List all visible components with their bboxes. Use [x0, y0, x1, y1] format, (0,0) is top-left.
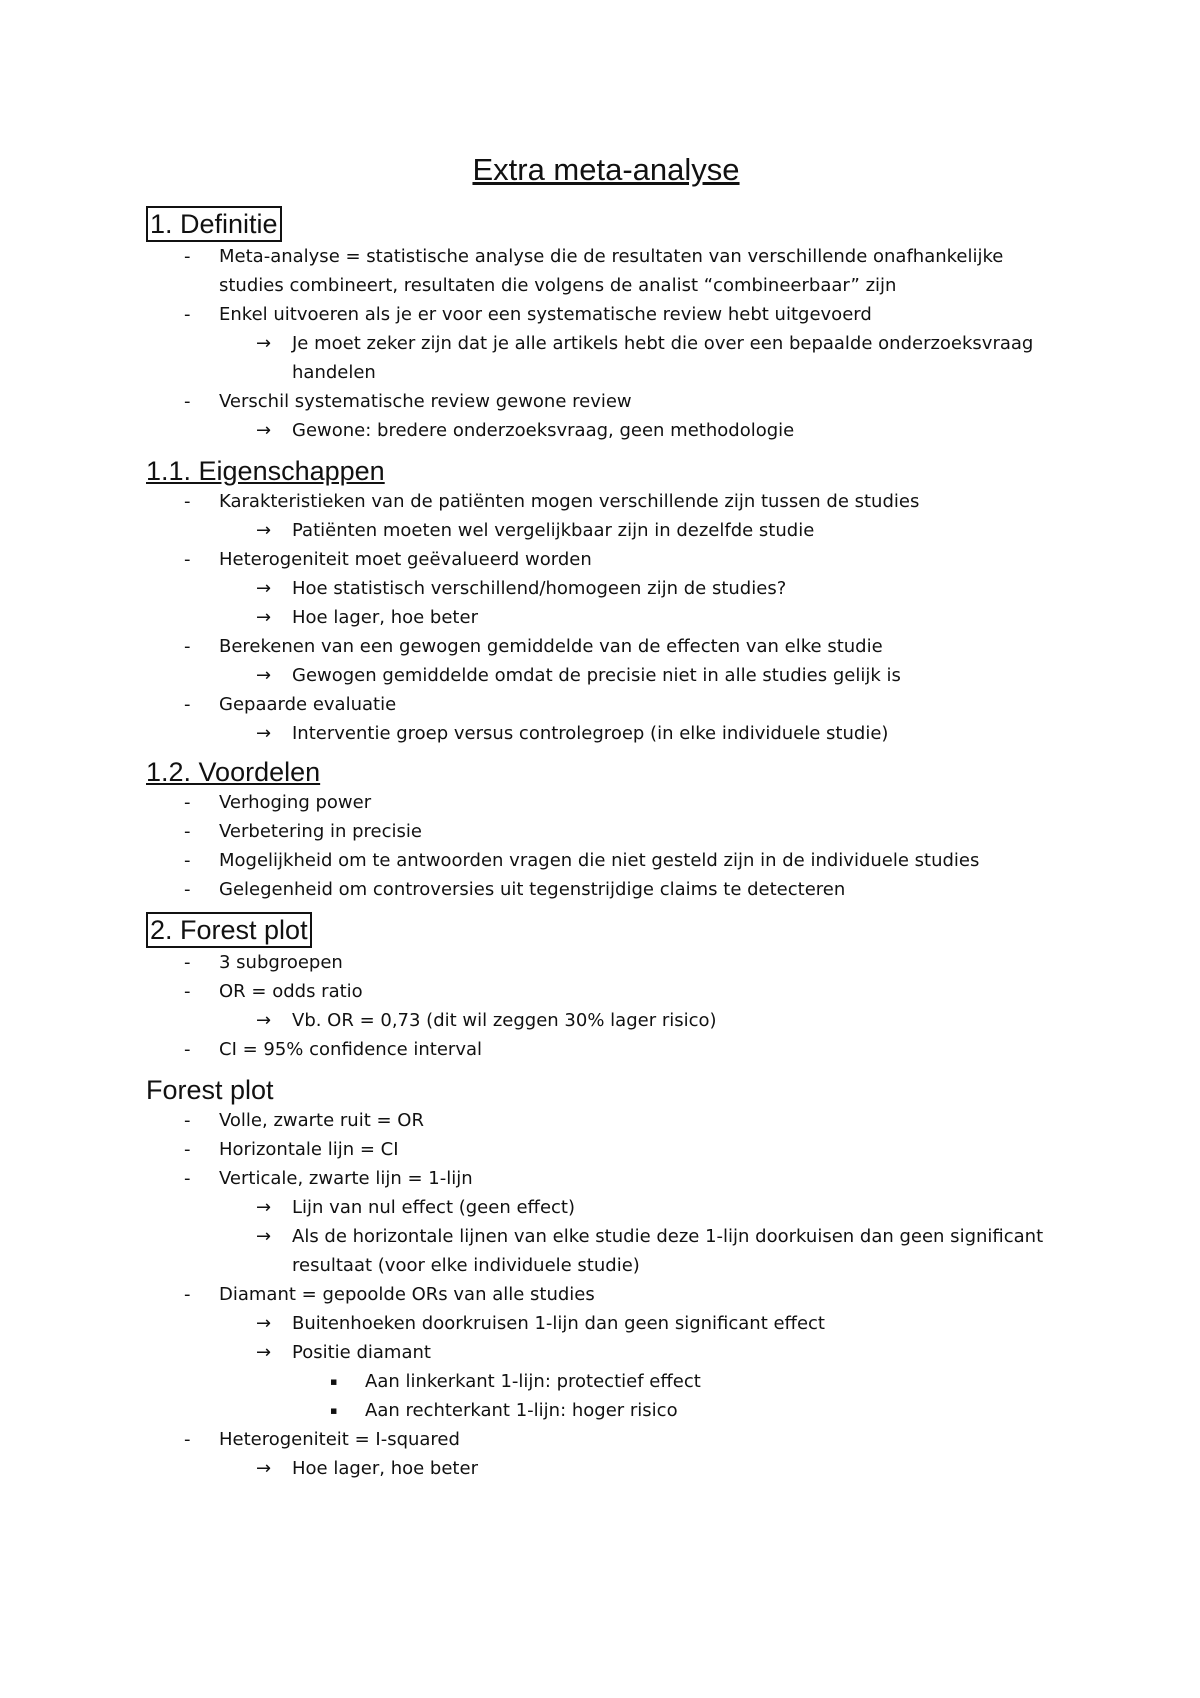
section-heading-eigenschappen: 1.1. Eigenschappen [146, 456, 385, 486]
section-heading-forest-plot-sub: Forest plot [146, 1075, 274, 1105]
list-item-text: Gepaarde evaluatie [219, 694, 397, 715]
list-item [146, 1280, 1066, 1309]
dash-bullet-icon: - [184, 1110, 191, 1131]
list-item [146, 1338, 1066, 1367]
list-item-text: Heterogeniteit = I-squared [219, 1429, 460, 1450]
list-item [146, 1106, 1066, 1135]
section-heading-forest-plot: 2. Forest plot [146, 912, 312, 948]
list-item-text: Gewone: bredere onderzoeksvraag, geen methodologie [292, 420, 795, 441]
arrow-bullet-icon: → [256, 1342, 272, 1363]
list-item-text: Verhoging power [219, 792, 372, 813]
list-item [146, 1164, 1066, 1193]
dash-bullet-icon: - [184, 1139, 191, 1160]
list-item [146, 1367, 1066, 1396]
section-forest-plot [146, 912, 1066, 1064]
list-item-text: Hoe lager, hoe beter [292, 607, 478, 628]
arrow-bullet-icon: → [256, 578, 272, 599]
list-item-text: Aan linkerkant 1-lijn: protectief effect [365, 1371, 701, 1392]
list-item [146, 1425, 1066, 1454]
list-item [146, 242, 1066, 300]
list-item-text: 3 subgroepen [219, 952, 343, 973]
list-item [146, 788, 1066, 817]
list-item-text: Buitenhoeken doorkruisen 1-lijn dan geen significant effect [292, 1313, 825, 1334]
list-item-text: Horizontale lijn = CI [219, 1139, 399, 1160]
bullet-list [146, 788, 1066, 904]
square-bullet-icon: ▪ [330, 1375, 338, 1388]
arrow-bullet-icon: → [256, 665, 272, 686]
dash-bullet-icon: - [184, 636, 191, 657]
arrow-bullet-icon: → [256, 1010, 272, 1031]
dash-bullet-icon: - [184, 1039, 191, 1060]
document-content [146, 150, 1066, 1491]
dash-bullet-icon: - [184, 1429, 191, 1450]
section-heading-definitie: 1. Definitie [146, 206, 282, 242]
list-item [146, 516, 1066, 545]
square-bullet-icon: ▪ [330, 1404, 338, 1417]
list-item-text: Enkel uitvoeren als je er voor een systematische review hebt uitgevoerd [219, 304, 872, 325]
list-item-text: Hoe statistisch verschillend/homogeen zijn de studies? [292, 578, 787, 599]
section-definitie [146, 206, 1066, 445]
arrow-bullet-icon: → [256, 723, 272, 744]
arrow-bullet-icon: → [256, 607, 272, 628]
list-item [146, 300, 1066, 329]
arrow-bullet-icon: → [256, 1226, 272, 1247]
list-item [146, 1309, 1066, 1338]
bullet-list [146, 242, 1066, 445]
list-item-text: Gelegenheid om controversies uit tegenstrijdige claims te detecteren [219, 879, 846, 900]
list-item-text: Je moet zeker zijn dat je alle artikels hebt die over een bepaalde onderzoeksvraag handelen [292, 333, 1034, 383]
dash-bullet-icon: - [184, 1168, 191, 1189]
list-item [146, 1454, 1066, 1483]
list-item [146, 690, 1066, 719]
list-item-text: Vb. OR = 0,73 (dit wil zeggen 30% lager risico) [292, 1010, 717, 1031]
list-item-text: CI = 95% confidence interval [219, 1039, 483, 1060]
sections-container [146, 206, 1066, 1483]
list-item-text: OR = odds ratio [219, 981, 363, 1002]
list-item-text: Aan rechterkant 1-lijn: hoger risico [365, 1400, 678, 1421]
list-item [146, 1193, 1066, 1222]
list-item-text: Gewogen gemiddelde omdat de precisie niet in alle studies gelijk is [292, 665, 901, 686]
arrow-bullet-icon: → [256, 520, 272, 541]
bullet-list [146, 948, 1066, 1064]
list-item-text: Positie diamant [292, 1342, 431, 1363]
list-item [146, 846, 1066, 875]
list-item [146, 603, 1066, 632]
section-forest-plot-sub [146, 1074, 1066, 1483]
dash-bullet-icon: - [184, 304, 191, 325]
list-item [146, 416, 1066, 445]
list-item-text: Volle, zwarte ruit = OR [219, 1110, 424, 1131]
list-item-text: Lijn van nul effect (geen effect) [292, 1197, 575, 1218]
list-item [146, 632, 1066, 661]
list-item [146, 329, 1066, 387]
list-item [146, 574, 1066, 603]
list-item-text: Verticale, zwarte lijn = 1-lijn [219, 1168, 473, 1189]
dash-bullet-icon: - [184, 1284, 191, 1305]
dash-bullet-icon: - [184, 792, 191, 813]
list-item-text: Patiënten moeten wel vergelijkbaar zijn in dezelfde studie [292, 520, 815, 541]
dash-bullet-icon: - [184, 491, 191, 512]
list-item [146, 661, 1066, 690]
list-item [146, 1035, 1066, 1064]
dash-bullet-icon: - [184, 981, 191, 1002]
dash-bullet-icon: - [184, 694, 191, 715]
list-item [146, 545, 1066, 574]
list-item [146, 1396, 1066, 1425]
list-item [146, 1222, 1066, 1280]
list-item [146, 948, 1066, 977]
list-item-text: Interventie groep versus controlegroep (in elke individuele studie) [292, 723, 889, 744]
list-item-text: Berekenen van een gewogen gemiddelde van de effecten van elke studie [219, 636, 883, 657]
arrow-bullet-icon: → [256, 420, 272, 441]
list-item [146, 487, 1066, 516]
dash-bullet-icon: - [184, 952, 191, 973]
section-heading-voordelen: 1.2. Voordelen [146, 757, 321, 787]
arrow-bullet-icon: → [256, 1458, 272, 1479]
dash-bullet-icon: - [184, 850, 191, 871]
list-item-text: Hoe lager, hoe beter [292, 1458, 478, 1479]
list-item-text: Verschil systematische review gewone review [219, 391, 632, 412]
list-item-text: Karakteristieken van de patiënten mogen verschillende zijn tussen de studies [219, 491, 920, 512]
dash-bullet-icon: - [184, 246, 191, 267]
dash-bullet-icon: - [184, 821, 191, 842]
list-item-text: Als de horizontale lijnen van elke studie deze 1-lijn doorkuisen dan geen significant resultaat (voor elke individuele studie) [292, 1226, 1044, 1276]
list-item-text: Mogelijkheid om te antwoorden vragen die niet gesteld zijn in de individuele studies [219, 850, 980, 871]
dash-bullet-icon: - [184, 549, 191, 570]
list-item [146, 1006, 1066, 1035]
list-item-text: Heterogeniteit moet geëvalueerd worden [219, 549, 592, 570]
list-item [146, 977, 1066, 1006]
document-title: Extra meta-analyse [472, 152, 740, 187]
bullet-list [146, 1106, 1066, 1483]
dash-bullet-icon: - [184, 391, 191, 412]
bullet-list [146, 487, 1066, 748]
dash-bullet-icon: - [184, 879, 191, 900]
list-item [146, 817, 1066, 846]
arrow-bullet-icon: → [256, 1313, 272, 1334]
list-item [146, 387, 1066, 416]
list-item-text: Meta-analyse = statistische analyse die de resultaten van verschillende onafhankelijke studies combineert, resultaten die volgens de analist “combineerbaar” zijn [219, 246, 1004, 296]
section-eigenschappen [146, 455, 1066, 748]
section-voordelen [146, 756, 1066, 904]
list-item-text: Verbetering in precisie [219, 821, 422, 842]
list-item-text: Diamant = gepoolde ORs van alle studies [219, 1284, 595, 1305]
arrow-bullet-icon: → [256, 1197, 272, 1218]
list-item [146, 719, 1066, 748]
list-item [146, 875, 1066, 904]
list-item [146, 1135, 1066, 1164]
arrow-bullet-icon: → [256, 333, 272, 354]
